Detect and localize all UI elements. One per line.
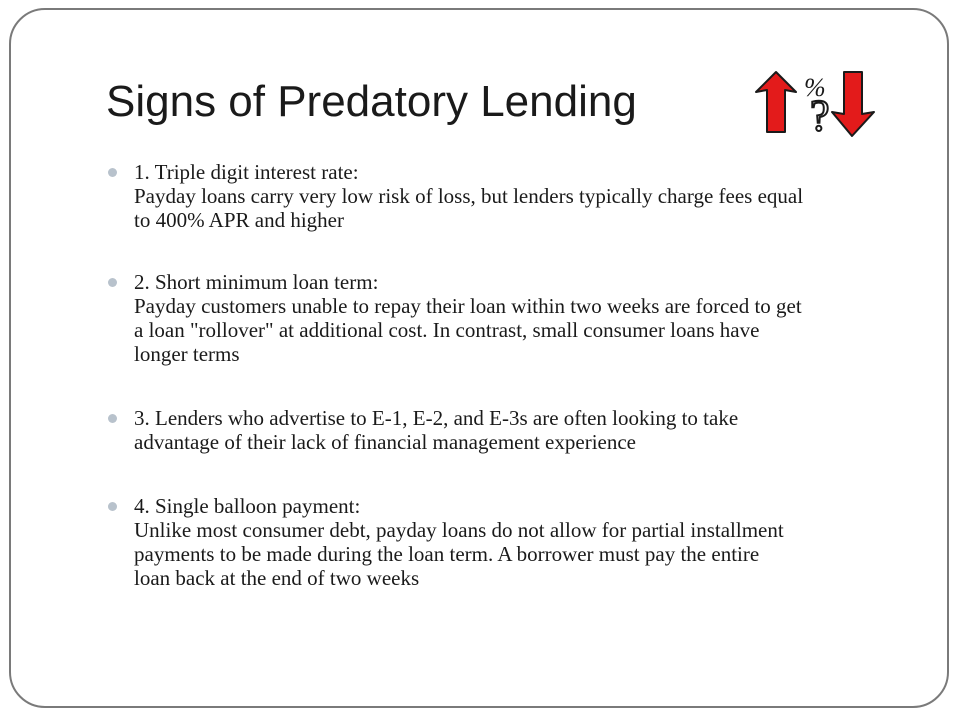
- bullet-list: [108, 160, 908, 590]
- bullet-text-line: Payday loans carry very low risk of loss, but lenders typically charge fees equal: [134, 184, 804, 208]
- bullet-text-line: Payday customers unable to repay their loan within two weeks are forced to get: [134, 294, 802, 318]
- down-arrow-icon: [832, 72, 874, 136]
- slide-title: Signs of Predatory Lending: [106, 77, 637, 126]
- bullet-text-line: to 400% APR and higher: [134, 208, 344, 232]
- question-mark-symbol: ?: [810, 91, 830, 138]
- bullet-item: [108, 494, 908, 590]
- bullet-dot-icon: [108, 278, 117, 287]
- bullet-item: [108, 270, 908, 366]
- bullet-text-line: longer terms: [134, 342, 240, 366]
- bullet-text-line: loan back at the end of two weeks: [134, 566, 420, 590]
- bullet-dot-icon: [108, 502, 117, 511]
- bullet-item: [108, 160, 908, 232]
- bullet-text-line: advantage of their lack of financial management experience: [134, 430, 636, 454]
- bullet-item: [108, 406, 908, 454]
- up-arrow-icon: [756, 72, 796, 132]
- bullet-text-line: a loan "rollover" at additional cost. In contrast, small consumer loans have: [134, 318, 760, 342]
- bullet-text-line: payments to be made during the loan term. A borrower must pay the entire: [134, 542, 760, 566]
- bullet-dot-icon: [108, 414, 117, 423]
- bullet-text-line: Unlike most consumer debt, payday loans do not allow for partial installment: [134, 518, 784, 542]
- bullet-heading: 2. Short minimum loan term:: [134, 270, 379, 294]
- interest-rate-arrows-icon: [752, 68, 882, 138]
- percent-symbol: %: [804, 73, 826, 102]
- bullet-heading: 3. Lenders who advertise to E-1, E-2, and E-3s are often looking to take: [134, 406, 739, 430]
- bullet-dot-icon: [108, 168, 117, 177]
- bullet-heading: 4. Single balloon payment:: [134, 494, 361, 518]
- bullet-heading: 1. Triple digit interest rate:: [134, 160, 359, 184]
